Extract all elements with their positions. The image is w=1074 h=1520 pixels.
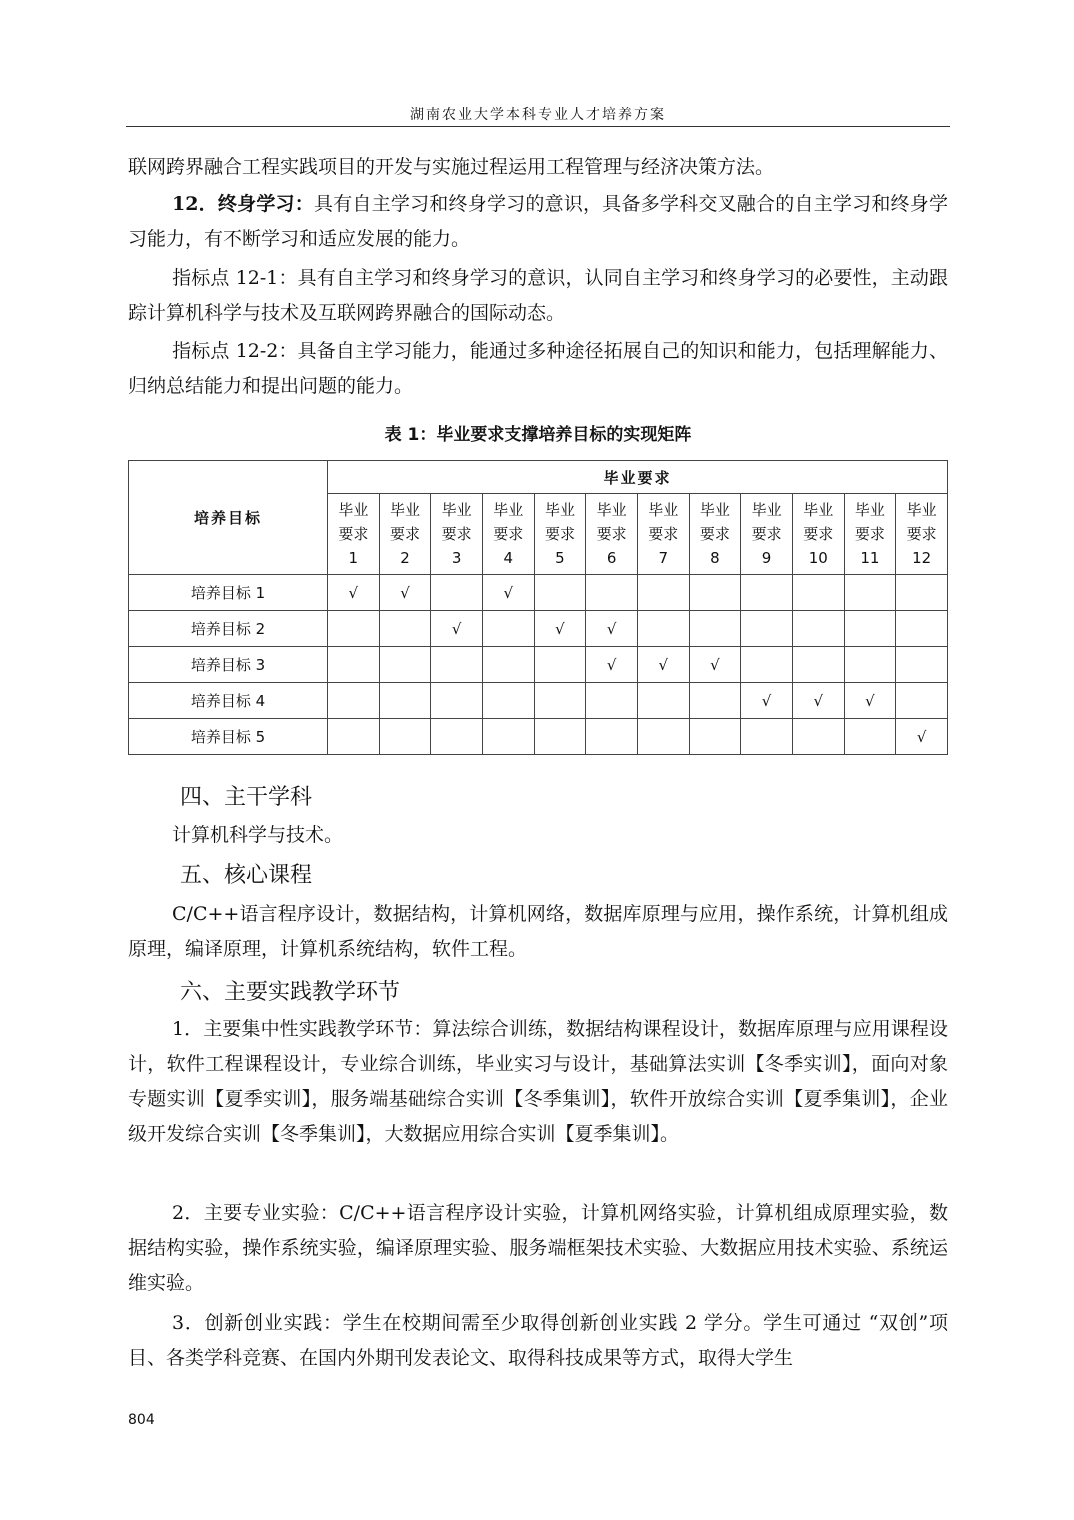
practice-item-1 (128, 1012, 948, 1152)
empty-cell (482, 719, 534, 755)
table-row (129, 575, 948, 611)
table-row (129, 719, 948, 755)
empty-cell (896, 647, 948, 683)
column-header-line1: 毕业 (389, 501, 420, 519)
column-header-line1: 毕业 (751, 501, 782, 519)
empty-cell (689, 575, 741, 611)
section-heading-core-courses: 五、核心课程 (180, 863, 313, 888)
check-mark-cell: √ (637, 647, 689, 683)
page-number: 804 (128, 1412, 155, 1428)
empty-cell (586, 683, 638, 719)
column-header-line2: 要求 (596, 525, 627, 543)
column-header-number: 12 (912, 549, 932, 567)
empty-cell (896, 575, 948, 611)
paragraph-indicator-12-1 (128, 261, 948, 331)
header-rule (126, 126, 950, 127)
core-courses-text (128, 897, 948, 967)
empty-cell (534, 575, 586, 611)
table-row (129, 683, 948, 719)
check-mark-cell: √ (586, 611, 638, 647)
empty-cell (689, 719, 741, 755)
requirements-group-header: 毕业要求 (328, 461, 948, 494)
empty-cell (482, 647, 534, 683)
table-row (129, 611, 948, 647)
main-discipline-text (128, 818, 948, 853)
empty-cell (379, 683, 431, 719)
empty-cell (431, 683, 483, 719)
paragraph-text: 计算机科学与技术。 (172, 824, 344, 846)
paragraph-text: 指标点 12-1：具有自主学习和终身学习的意识，认同自主学习和终身学习的必要性，主动跟踪计算机科学与技术及互联网跨界融合的国际动态。 (128, 267, 948, 324)
column-header-number: 8 (710, 549, 720, 567)
page-header: 湖南农业大学本科专业人才培养方案 (410, 107, 666, 123)
check-mark-cell: √ (792, 683, 844, 719)
empty-cell (534, 647, 586, 683)
empty-cell (586, 719, 638, 755)
check-mark-cell: √ (896, 719, 948, 755)
check-mark-cell: √ (741, 683, 793, 719)
column-header-number: 10 (808, 549, 828, 567)
practice-item-2 (128, 1196, 948, 1301)
requirement-column-header (741, 494, 793, 575)
empty-cell (792, 647, 844, 683)
check-mark-cell: √ (586, 647, 638, 683)
requirements-matrix-table (128, 460, 948, 755)
paragraph-text: 2．主要专业实验：C/C++语言程序设计实验，计算机网络实验，计算机组成原理实验，数据结构实验，操作系统实验，编译原理实验、服务端框架技术实验、大数据应用技术实验、系统运维实验。 (128, 1202, 948, 1294)
check-mark-cell: √ (482, 575, 534, 611)
empty-cell (379, 647, 431, 683)
empty-cell (741, 611, 793, 647)
column-header-line2: 要求 (648, 525, 679, 543)
empty-cell (482, 683, 534, 719)
empty-cell (792, 719, 844, 755)
check-mark-cell: √ (379, 575, 431, 611)
row-label: 培养目标 5 (129, 719, 328, 755)
requirement-column-header (844, 494, 896, 575)
column-header-number: 3 (451, 549, 462, 567)
row-label: 培养目标 2 (129, 611, 328, 647)
check-mark-cell: √ (689, 647, 741, 683)
column-header-line1: 毕业 (441, 501, 472, 519)
requirement-column-header (689, 494, 741, 575)
goal-column-header: 培养目标 (129, 461, 328, 575)
requirement-column-header (792, 494, 844, 575)
empty-cell (689, 611, 741, 647)
empty-cell (844, 611, 896, 647)
empty-cell (431, 575, 483, 611)
empty-cell (637, 611, 689, 647)
paragraph-indicator-12-2 (128, 334, 948, 404)
paragraph-text: 指标点 12-2：具备自主学习能力，能通过多种途径拓展自己的知识和能力，包括理解能力、归纳总结能力和提出问题的能力。 (128, 340, 948, 397)
practice-item-3 (128, 1306, 948, 1376)
section-heading-practice: 六、主要实践教学环节 (180, 980, 401, 1005)
paragraph-text: 联网跨界融合工程实践项目的开发与实施过程运用工程管理与经济决策方法。 (128, 156, 775, 178)
empty-cell (844, 575, 896, 611)
requirement-column-header (534, 494, 586, 575)
column-header-number: 11 (860, 549, 880, 567)
empty-cell (792, 611, 844, 647)
column-header-line1: 毕业 (338, 501, 369, 519)
column-header-line2: 要求 (699, 525, 730, 543)
row-label: 培养目标 3 (129, 647, 328, 683)
check-mark-cell: √ (328, 575, 380, 611)
row-label: 培养目标 4 (129, 683, 328, 719)
column-header-line1: 毕业 (544, 501, 575, 519)
column-header-line2: 要求 (441, 525, 472, 543)
column-header-line2: 要求 (338, 525, 369, 543)
column-header-line1: 毕业 (493, 501, 524, 519)
paragraph-bold-lead: 12．终身学习： (172, 193, 314, 215)
check-mark-cell: √ (431, 611, 483, 647)
check-mark-cell: √ (534, 611, 586, 647)
table-row (129, 647, 948, 683)
requirement-column-header (586, 494, 638, 575)
empty-cell (328, 647, 380, 683)
empty-cell (637, 719, 689, 755)
column-header-line1: 毕业 (699, 501, 730, 519)
column-header-number: 4 (503, 549, 514, 567)
paragraph-text: 具有自主学习和终身学习的意识，具备多学科交叉融合的自主学习和终身学习能力，有不断学习和适应发展的能力。 (128, 193, 948, 250)
column-header-line2: 要求 (854, 525, 885, 543)
empty-cell (844, 647, 896, 683)
empty-cell (741, 575, 793, 611)
column-header-line1: 毕业 (596, 501, 627, 519)
column-header-number: 5 (555, 549, 565, 567)
empty-cell (379, 611, 431, 647)
empty-cell (844, 719, 896, 755)
check-mark-cell: √ (844, 683, 896, 719)
empty-cell (379, 719, 431, 755)
column-header-line2: 要求 (544, 525, 575, 543)
section-heading-main-discipline: 四、主干学科 (180, 785, 313, 810)
empty-cell (431, 719, 483, 755)
empty-cell (328, 683, 380, 719)
empty-cell (637, 683, 689, 719)
empty-cell (431, 647, 483, 683)
requirement-column-header (328, 494, 380, 575)
column-header-line2: 要求 (751, 525, 782, 543)
table-caption: 表 1：毕业要求支撑培养目标的实现矩阵 (384, 425, 692, 445)
row-label: 培养目标 1 (129, 575, 328, 611)
column-header-line1: 毕业 (906, 501, 937, 519)
column-header-number: 6 (606, 549, 617, 567)
empty-cell (534, 719, 586, 755)
requirement-column-header (482, 494, 534, 575)
column-header-line2: 要求 (803, 525, 834, 543)
empty-cell (896, 611, 948, 647)
empty-cell (534, 683, 586, 719)
requirement-column-header (379, 494, 431, 575)
empty-cell (586, 575, 638, 611)
column-header-number: 1 (348, 549, 359, 567)
empty-cell (896, 683, 948, 719)
column-header-number: 7 (658, 549, 669, 567)
paragraph-text: 3．创新创业实践：学生在校期间需至少取得创新创业实践 2 学分。学生可通过 “双创”项目、各类学科竞赛、在国内外期刊发表论文、取得科技成果等方式，取得大学生 (128, 1312, 948, 1369)
column-header-line1: 毕业 (854, 501, 885, 519)
paragraph-text: C/C++语言程序设计，数据结构，计算机网络，数据库原理与应用，操作系统，计算机组成原理，编译原理，计算机系统结构，软件工程。 (128, 903, 948, 960)
empty-cell (792, 575, 844, 611)
column-header-line2: 要求 (906, 525, 937, 543)
requirement-column-header (637, 494, 689, 575)
column-header-line2: 要求 (493, 525, 524, 543)
empty-cell (328, 611, 380, 647)
empty-cell (741, 647, 793, 683)
requirement-column-header (431, 494, 483, 575)
paragraph-text: 1．主要集中性实践教学环节：算法综合训练，数据结构课程设计，数据库原理与应用课程设计，软件工程课程设计，专业综合训练，毕业实习与设计，基础算法实训【冬季实训】，面向对象专题实训【夏季实训】，服务端基础综合实训【冬季集训】，软件开放综合实训【夏季集训】，企业级开发综合实训【冬季集训】，大数据应用综合实训【夏季集训】。 (128, 1018, 948, 1145)
column-header-line2: 要求 (389, 525, 420, 543)
column-header-line1: 毕业 (648, 501, 679, 519)
empty-cell (482, 611, 534, 647)
paragraph-lifelong-learning (128, 187, 948, 257)
paragraph-continuation (128, 150, 948, 185)
column-header-number: 2 (400, 549, 410, 567)
empty-cell (741, 719, 793, 755)
column-header-number: 9 (761, 549, 772, 567)
matrix-body (129, 575, 948, 755)
empty-cell (328, 719, 380, 755)
requirement-column-header (896, 494, 948, 575)
column-header-line1: 毕业 (803, 501, 834, 519)
empty-cell (689, 683, 741, 719)
empty-cell (637, 575, 689, 611)
